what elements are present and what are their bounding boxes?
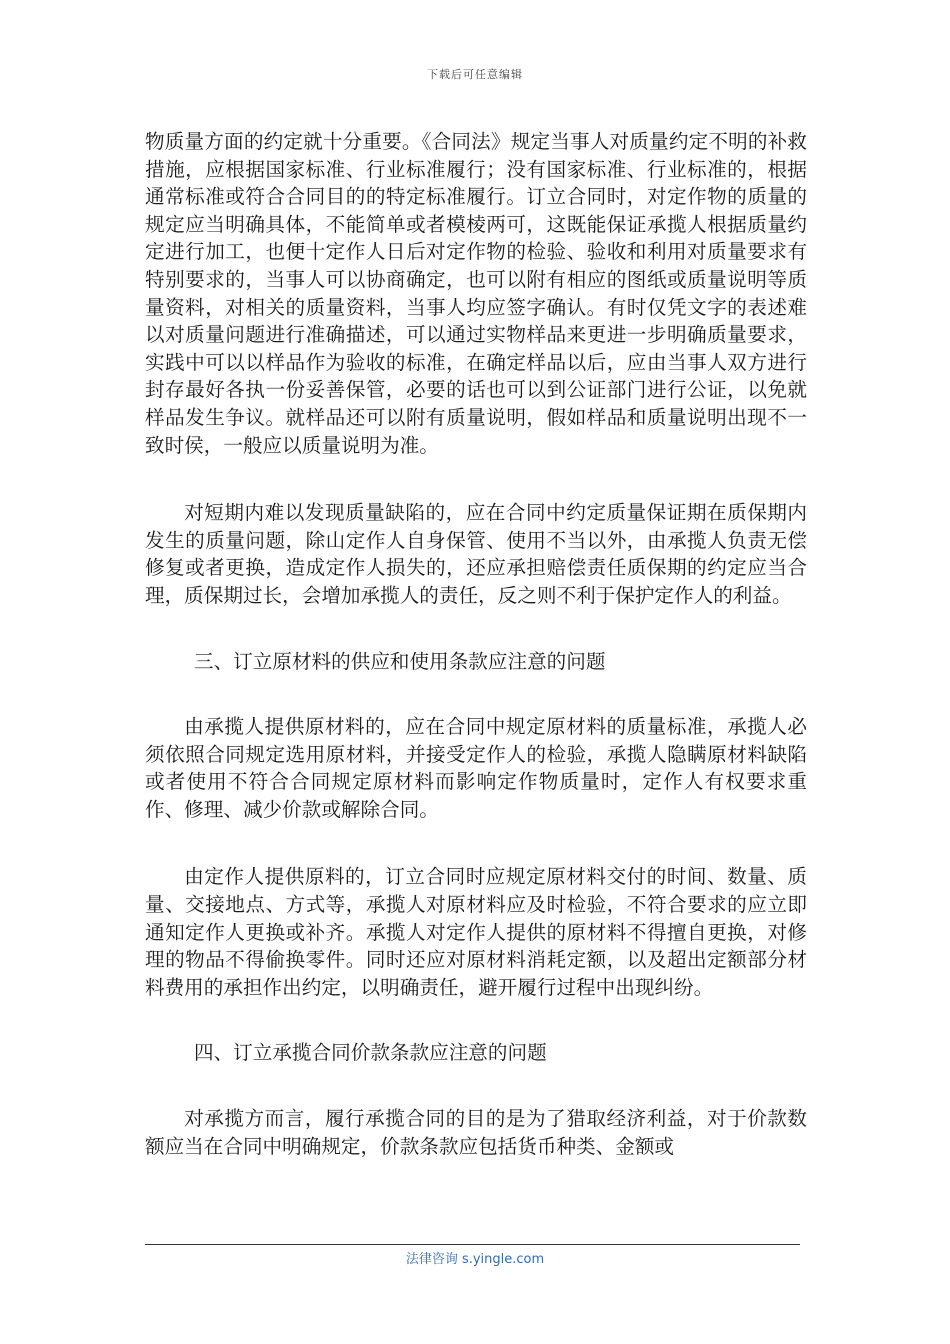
paragraph-price-terms: 对承揽方而言，履行承揽合同的目的是为了猎取经济利益，对于价款数额应当在合同中明确规定，价款条款应包括货币种类、金额或 <box>145 1107 807 1158</box>
paragraph-contractor-materials: 由承揽人提供原材料的，应在合同中规定原材料的质量标准，承揽人必须依照合同规定选用原材料，并接受定作人的检验，承揽人隐瞒原材料缺陷或者使用不符合合同规定原材料而影响定作物质量时，定作人有权要求重作、修理、减少价款或解除合同。 <box>145 715 807 821</box>
page-header: 下载后可任意编辑 <box>427 68 523 81</box>
paragraph-client-materials: 由定作人提供原料的，订立合同时应规定原材料交付的时间、数量、质量、交接地点、方式等，承揽人对原材料应及时检验，不符合要求的应立即通知定作人更换或补齐。承揽人对定作人提供的原材料不得擅自更换，对修理的物品不得偷换零件。同时还应对原材料消耗定额，以及超出定额部分材料费用的承担作出约定，以明确责任，避开履行过程中出现纠纷。 <box>145 865 807 999</box>
footer-link[interactable]: 法律咨询 s.yingle.com <box>405 1252 545 1267</box>
footer-divider <box>145 1244 800 1245</box>
section-heading-price: 四、订立承揽合同价款条款应注意的问题 <box>194 1041 547 1065</box>
paragraph-quality-agreement: 物质量方面的约定就十分重要。《合同法》规定当事人对质量约定不明的补救措施，应根据国家标准、行业标准履行；没有国家标准、行业标准的，根据通常标准或符合合同目的的特定标准履行。订立合同时，对定作物的质量的规定应当明确具体，不能简单或者模棱两可，这既能保证承揽人根据质量约定进行加工，也便十定作人日后对定作物的检验、验收和利用对质量要求有特别要求的，当事人可以协商确定，也可以附有相应的图纸或质量说明等质量资料，对相关的质量资料，当事人均应签字确认。有时仅凭文字的表述难以对质量问题进行准确描述，可以通过实物样品来更进一步明确质量要求，实践中可以以样品作为验收的标准，在确定样品以后，应由当事人双方进行封存最好各执一份妥善保管，必要的话也可以到公证部门进行公证，以免就样品发生争议。就样品还可以附有质量说明，假如样品和质量说明出现不一致时侯，一般应以质量说明为准。 <box>145 130 807 457</box>
section-heading-materials: 三、订立原材料的供应和使用条款应注意的问题 <box>194 649 606 673</box>
paragraph-warranty-period: 对短期内难以发现质量缺陷的，应在合同中约定质量保证期在质保期内发生的质量问题，除山定作人自身保管、使用不当以外，由承揽人负责无偿修复或者更换，造成定作人损失的，还应承担赔偿责任质保期的约定应当合理，质保期过长，会增加承揽人的责任，反之则不利于保护定作人的利益。 <box>145 501 807 607</box>
document-body <box>145 128 807 1160</box>
paragraph-gap <box>145 459 807 499</box>
paragraph-gap <box>145 1001 807 1039</box>
paragraph-gap <box>145 610 807 648</box>
paragraph-gap <box>145 823 807 863</box>
paragraph-gap <box>145 675 807 713</box>
paragraph-gap <box>145 1067 807 1105</box>
